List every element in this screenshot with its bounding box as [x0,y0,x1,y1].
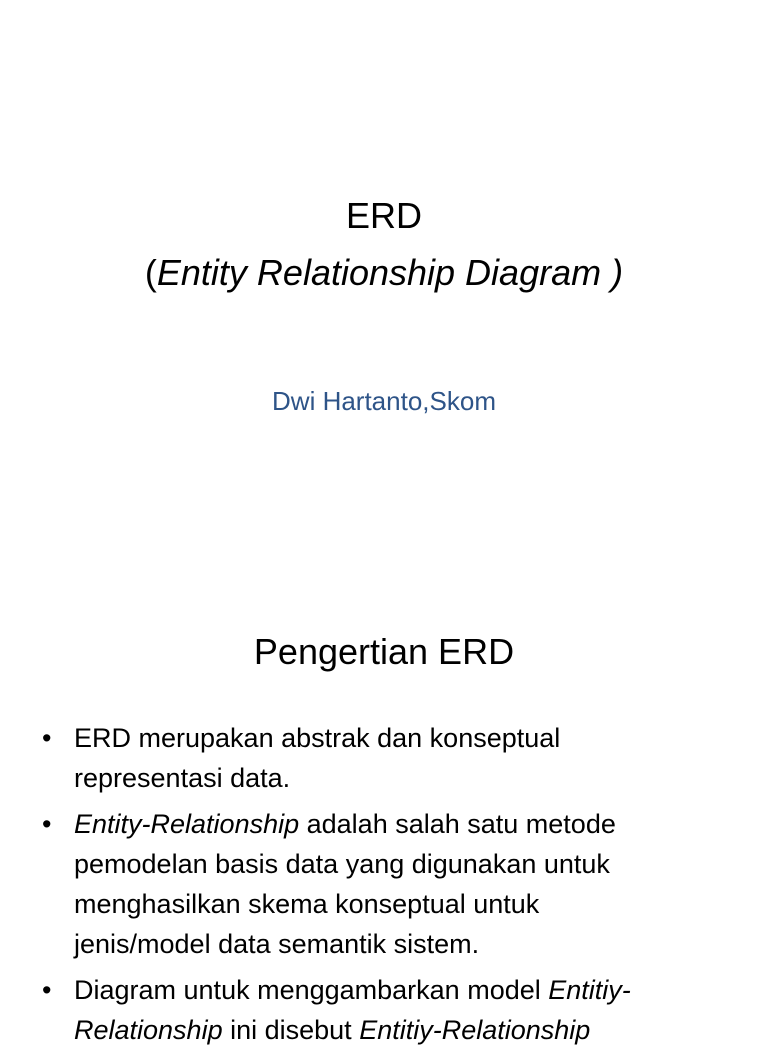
content-slide [0,576,768,1045]
bullet-item-2 [0,804,768,964]
bullet-item-1 [0,718,768,798]
bullet-2-line-2: pemodelan basis data yang digunakan untuk [74,849,610,879]
subtitle-italic-text: Entity Relationship Diagram ) [156,252,624,293]
bullet-3-line-1 [74,970,720,1010]
bullet-2-italic-term: Entity-Relationship [74,809,300,839]
bullet-dot-icon: • [42,723,52,753]
bullet-1-line-1: ERD merupakan abstrak dan konseptual [74,723,561,753]
bullet-3-line-2-italic: Relationship [74,1015,223,1045]
bullet-2-line-3: menghasilkan skema konseptual untuk [74,889,540,919]
bullet-dot-icon: • [42,809,52,839]
bullet-1-line-2: representasi data. [74,763,291,793]
bullet-2-line-4: jenis/model data semantik sistem. [74,929,480,959]
bullet-2-line-1 [74,804,720,844]
bullet-3-line-2 [74,1010,720,1050]
author-name: Dwi Hartanto,Skom [272,386,496,416]
content-slide-title: Pengertian ERD [253,631,515,672]
bullet-item-3 [0,970,768,1050]
bullet-3-line-1-italic: Entitiy- [548,975,631,1005]
slide-title-subtitle [0,251,768,295]
bullet-3-line-2-mid: ini disebut [222,1015,360,1045]
bullet-3-line-1-start: Diagram untuk menggambarkan model [74,975,549,1005]
bullet-2-line-1-rest: adalah salah satu metode [299,809,616,839]
slide-title-main: ERD [345,195,422,236]
bullet-3-line-2-italic-2: Entitiy-Relationship [359,1015,591,1045]
bullet-list [0,718,768,1056]
subtitle-open-paren: ( [144,252,157,293]
bullet-dot-icon: • [42,975,52,1005]
